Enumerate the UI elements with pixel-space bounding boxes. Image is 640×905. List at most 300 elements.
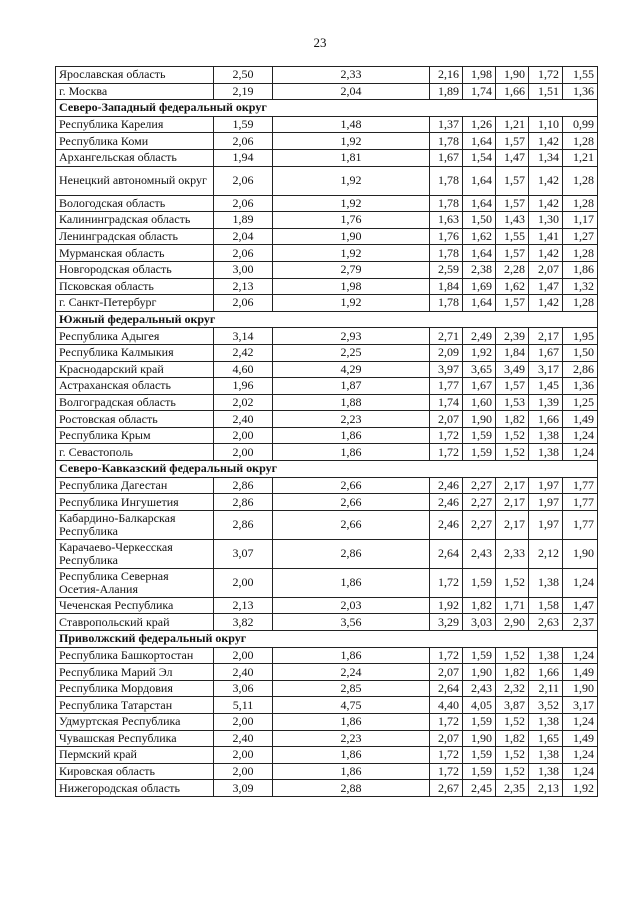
coefficient-cell: 2,93 [273, 328, 430, 345]
coefficient-cell: 1,86 [273, 763, 430, 780]
coefficient-cell: 2,71 [430, 328, 463, 345]
coefficient-cell: 1,78 [430, 166, 463, 195]
coefficient-cell: 2,06 [214, 295, 273, 312]
coefficient-cell: 1,77 [563, 494, 598, 511]
coefficient-cell: 2,38 [463, 261, 496, 278]
coefficient-cell: 1,26 [463, 116, 496, 133]
coefficient-cell: 1,87 [273, 378, 430, 395]
table-row [56, 67, 598, 84]
coefficient-cell: 3,03 [463, 614, 496, 631]
coefficient-cell: 2,06 [214, 133, 273, 150]
coefficient-cell: 1,90 [463, 730, 496, 747]
coefficient-cell: 1,95 [563, 328, 598, 345]
coefficient-cell: 2,90 [496, 614, 529, 631]
coefficient-cell: 2,42 [214, 344, 273, 361]
coefficient-cell: 1,49 [563, 411, 598, 428]
coefficient-cell: 1,62 [463, 228, 496, 245]
coefficient-cell: 1,78 [430, 245, 463, 262]
table-row [56, 597, 598, 614]
region-name: Республика Ингушетия [56, 494, 214, 511]
coefficient-cell: 1,67 [430, 149, 463, 166]
coefficient-cell: 1,39 [529, 394, 563, 411]
table-row [56, 133, 598, 150]
coefficient-cell: 1,84 [430, 278, 463, 295]
table-row [56, 228, 598, 245]
coefficient-cell: 1,36 [563, 378, 598, 395]
table-row [56, 344, 598, 361]
region-name: Калининградская область [56, 212, 214, 229]
coefficient-cell: 1,82 [496, 411, 529, 428]
coefficient-cell: 1,65 [529, 730, 563, 747]
coefficient-cell: 1,54 [463, 149, 496, 166]
coefficient-cell: 1,57 [496, 295, 529, 312]
coefficient-cell: 2,00 [214, 647, 273, 664]
table-row [56, 149, 598, 166]
table-row [56, 614, 598, 631]
coefficient-cell: 2,40 [214, 730, 273, 747]
coefficient-cell: 1,49 [563, 730, 598, 747]
table-row [56, 664, 598, 681]
coefficient-cell: 2,13 [529, 780, 563, 797]
coefficient-cell: 1,78 [430, 195, 463, 212]
coefficient-cell: 1,90 [273, 228, 430, 245]
coefficient-cell: 4,29 [273, 361, 430, 378]
table-row [56, 494, 598, 511]
coefficient-cell: 1,96 [214, 378, 273, 395]
coefficient-cell: 1,77 [563, 510, 598, 539]
region-name: Нижегородская область [56, 780, 214, 797]
coefficient-cell: 1,38 [529, 763, 563, 780]
coefficient-cell: 2,86 [563, 361, 598, 378]
coefficient-cell: 1,55 [563, 67, 598, 84]
coefficient-cell: 1,88 [273, 394, 430, 411]
coefficient-cell: 1,32 [563, 278, 598, 295]
coefficient-cell: 1,41 [529, 228, 563, 245]
coefficient-cell: 1,52 [496, 444, 529, 461]
coefficient-cell: 1,67 [529, 344, 563, 361]
coefficient-cell: 1,53 [496, 394, 529, 411]
coefficient-cell: 1,17 [563, 212, 598, 229]
coefficient-cell: 1,25 [563, 394, 598, 411]
coefficient-cell: 1,57 [496, 133, 529, 150]
table-row [56, 647, 598, 664]
coefficient-cell: 1,90 [496, 67, 529, 84]
coefficient-cell: 2,00 [214, 714, 273, 731]
table-row [56, 763, 598, 780]
region-name: Ленинградская область [56, 228, 214, 245]
coefficient-cell: 2,13 [214, 597, 273, 614]
region-name: Республика Татарстан [56, 697, 214, 714]
coefficient-cell: 1,92 [430, 597, 463, 614]
coefficient-cell: 4,60 [214, 361, 273, 378]
coefficient-cell: 1,42 [529, 295, 563, 312]
coefficient-cell: 1,81 [273, 149, 430, 166]
table-row [56, 697, 598, 714]
coefficient-cell: 1,24 [563, 714, 598, 731]
coefficient-cell: 2,12 [529, 539, 563, 568]
coefficient-cell: 1,37 [430, 116, 463, 133]
coefficient-cell: 1,64 [463, 166, 496, 195]
region-name: Ярославская область [56, 67, 214, 84]
coefficient-cell: 2,66 [273, 494, 430, 511]
coefficient-cell: 1,86 [563, 261, 598, 278]
coefficient-cell: 1,50 [463, 212, 496, 229]
section-header-row [56, 461, 598, 478]
coefficient-cell: 1,67 [463, 378, 496, 395]
coefficient-cell: 1,52 [496, 647, 529, 664]
coefficient-cell: 1,34 [529, 149, 563, 166]
coefficient-cell: 1,84 [496, 344, 529, 361]
coefficient-cell: 2,46 [430, 477, 463, 494]
coefficient-cell: 2,66 [273, 510, 430, 539]
coefficient-cell: 1,27 [563, 228, 598, 245]
coefficient-cell: 1,59 [463, 647, 496, 664]
coefficient-cell: 2,86 [273, 539, 430, 568]
coefficient-cell: 1,30 [529, 212, 563, 229]
coefficient-cell: 3,56 [273, 614, 430, 631]
region-name: Пермский край [56, 747, 214, 764]
coefficient-cell: 2,04 [273, 83, 430, 100]
coefficient-cell: 1,82 [496, 730, 529, 747]
table-row [56, 212, 598, 229]
coefficient-cell: 1,62 [496, 278, 529, 295]
coefficient-cell: 1,59 [463, 444, 496, 461]
coefficient-cell: 1,51 [529, 83, 563, 100]
table-row [56, 378, 598, 395]
coefficient-cell: 1,78 [430, 133, 463, 150]
region-name: Астраханская область [56, 378, 214, 395]
coefficient-cell: 1,66 [529, 664, 563, 681]
coefficient-cell: 2,17 [496, 510, 529, 539]
coefficient-cell: 1,64 [463, 133, 496, 150]
region-name: Карачаево-Черкесская Республика [56, 539, 214, 568]
coefficient-cell: 2,23 [273, 730, 430, 747]
coefficient-cell: 2,39 [496, 328, 529, 345]
coefficient-cell: 1,90 [563, 680, 598, 697]
coefficient-cell: 1,38 [529, 427, 563, 444]
coefficient-cell: 2,32 [496, 680, 529, 697]
coefficient-cell: 2,64 [430, 539, 463, 568]
coefficient-cell: 2,88 [273, 780, 430, 797]
region-name: Ненецкий автономный округ [56, 166, 214, 195]
coefficient-cell: 2,07 [430, 411, 463, 428]
coefficient-cell: 2,00 [214, 568, 273, 597]
page-number: 23 [313, 35, 327, 50]
section-header-row [56, 631, 598, 648]
coefficient-cell: 2,64 [430, 680, 463, 697]
coefficient-cell: 1,69 [463, 278, 496, 295]
section-title: Южный федеральный округ [56, 311, 598, 328]
region-name: г. Санкт-Петербург [56, 295, 214, 312]
coefficient-cell: 1,52 [496, 568, 529, 597]
coefficient-cell: 1,97 [529, 510, 563, 539]
table-row [56, 411, 598, 428]
coefficient-cell: 2,17 [496, 477, 529, 494]
coefficient-cell: 1,59 [463, 427, 496, 444]
coefficient-cell: 1,78 [430, 295, 463, 312]
table-row [56, 747, 598, 764]
coefficient-cell: 1,90 [563, 539, 598, 568]
region-name: Республика Дагестан [56, 477, 214, 494]
table-row [56, 295, 598, 312]
region-name: Республика Карелия [56, 116, 214, 133]
coefficient-cell: 1,97 [529, 494, 563, 511]
coefficient-cell: 1,57 [496, 245, 529, 262]
coefficient-cell: 1,98 [273, 278, 430, 295]
coefficient-cell: 2,40 [214, 411, 273, 428]
coefficient-cell: 1,47 [563, 597, 598, 614]
coefficient-cell: 2,07 [529, 261, 563, 278]
region-name: Кабардино-Балкарская Республика [56, 510, 214, 539]
coefficient-cell: 1,52 [496, 714, 529, 731]
coefficient-cell: 1,72 [529, 67, 563, 84]
coefficient-cell: 1,76 [430, 228, 463, 245]
coefficient-cell: 1,36 [563, 83, 598, 100]
region-name: Республика Коми [56, 133, 214, 150]
coefficient-cell: 1,55 [496, 228, 529, 245]
coefficient-cell: 1,45 [529, 378, 563, 395]
coefficient-cell: 1,92 [463, 344, 496, 361]
coefficient-cell: 2,04 [214, 228, 273, 245]
region-name: г. Москва [56, 83, 214, 100]
coefficient-cell: 1,28 [563, 166, 598, 195]
coefficient-cell: 2,66 [273, 477, 430, 494]
coefficient-cell: 1,64 [463, 295, 496, 312]
coefficient-cell: 1,92 [273, 133, 430, 150]
coefficient-cell: 2,07 [430, 664, 463, 681]
coefficient-cell: 1,38 [529, 444, 563, 461]
coefficient-cell: 2,23 [273, 411, 430, 428]
coefficient-cell: 1,72 [430, 714, 463, 731]
coefficient-cell: 1,92 [563, 780, 598, 797]
coefficient-cell: 1,58 [529, 597, 563, 614]
table-row [56, 328, 598, 345]
coefficient-cell: 1,72 [430, 763, 463, 780]
coefficient-cell: 1,28 [563, 295, 598, 312]
coefficient-cell: 2,50 [214, 67, 273, 84]
coefficient-cell: 3,97 [430, 361, 463, 378]
coefficient-cell: 4,40 [430, 697, 463, 714]
coefficient-cell: 2,11 [529, 680, 563, 697]
coefficient-cell: 1,89 [214, 212, 273, 229]
coefficient-cell: 3,49 [496, 361, 529, 378]
coefficient-cell: 1,57 [496, 195, 529, 212]
coefficient-cell: 3,17 [563, 697, 598, 714]
coefficient-cell: 2,86 [214, 494, 273, 511]
coefficient-cell: 1,10 [529, 116, 563, 133]
region-name: г. Севастополь [56, 444, 214, 461]
coefficient-cell: 2,16 [430, 67, 463, 84]
coefficient-cell: 2,27 [463, 494, 496, 511]
coefficient-cell: 1,72 [430, 568, 463, 597]
coefficient-cell: 4,75 [273, 697, 430, 714]
region-name: Новгородская область [56, 261, 214, 278]
coefficient-cell: 1,92 [273, 195, 430, 212]
coefficient-cell: 2,27 [463, 510, 496, 539]
coefficient-cell: 1,59 [214, 116, 273, 133]
coefficient-cell: 4,05 [463, 697, 496, 714]
coefficient-cell: 1,74 [430, 394, 463, 411]
coefficient-cell: 3,07 [214, 539, 273, 568]
coefficient-cell: 5,11 [214, 697, 273, 714]
section-title: Северо-Кавказский федеральный округ [56, 461, 598, 478]
region-name: Ростовская область [56, 411, 214, 428]
section-title: Северо-Западный федеральный округ [56, 100, 598, 117]
coefficient-cell: 1,90 [463, 664, 496, 681]
coefficient-cell: 2,09 [430, 344, 463, 361]
table-row [56, 730, 598, 747]
coefficient-cell: 2,40 [214, 664, 273, 681]
coefficient-cell: 1,28 [563, 195, 598, 212]
coefficient-cell: 2,00 [214, 427, 273, 444]
coefficient-cell: 3,06 [214, 680, 273, 697]
region-name: Архангельская область [56, 149, 214, 166]
coefficient-cell: 1,86 [273, 747, 430, 764]
coefficient-cell: 1,86 [273, 647, 430, 664]
coefficient-cell: 0,99 [563, 116, 598, 133]
coefficient-cell: 1,98 [463, 67, 496, 84]
coefficient-cell: 2,49 [463, 328, 496, 345]
coefficient-cell: 1,47 [496, 149, 529, 166]
region-name: Республика Калмыкия [56, 344, 214, 361]
coefficient-cell: 1,21 [563, 149, 598, 166]
coefficient-cell: 2,13 [214, 278, 273, 295]
coefficient-cell: 1,42 [529, 195, 563, 212]
coefficient-cell: 1,77 [430, 378, 463, 395]
coefficient-cell: 2,63 [529, 614, 563, 631]
coefficient-cell: 2,06 [214, 245, 273, 262]
coefficient-cell: 2,59 [430, 261, 463, 278]
table-row [56, 780, 598, 797]
region-name: Кировская область [56, 763, 214, 780]
coefficient-cell: 1,72 [430, 647, 463, 664]
table-row [56, 166, 598, 195]
coefficient-cell: 1,50 [563, 344, 598, 361]
coefficient-cell: 3,00 [214, 261, 273, 278]
coefficient-cell: 3,17 [529, 361, 563, 378]
table-row [56, 195, 598, 212]
coefficient-cell: 2,43 [463, 680, 496, 697]
region-name: Республика Марий Эл [56, 664, 214, 681]
table-row [56, 278, 598, 295]
region-name: Волгоградская область [56, 394, 214, 411]
coefficient-cell: 1,82 [496, 664, 529, 681]
region-name: Удмуртская Республика [56, 714, 214, 731]
coefficient-cell: 1,21 [496, 116, 529, 133]
coefficient-cell: 2,07 [430, 730, 463, 747]
coefficient-cell: 2,86 [214, 477, 273, 494]
table-row [56, 83, 598, 100]
region-name: Республика Адыгея [56, 328, 214, 345]
coefficient-cell: 1,28 [563, 133, 598, 150]
coefficient-cell: 2,33 [496, 539, 529, 568]
table-row [56, 394, 598, 411]
region-name: Чувашская Республика [56, 730, 214, 747]
coefficient-cell: 2,25 [273, 344, 430, 361]
coefficient-cell: 1,38 [529, 747, 563, 764]
coefficient-cell: 3,87 [496, 697, 529, 714]
coefficient-table [55, 66, 598, 797]
coefficient-cell: 1,72 [430, 427, 463, 444]
coefficient-cell: 1,38 [529, 647, 563, 664]
coefficient-cell: 1,24 [563, 444, 598, 461]
coefficient-cell: 1,74 [463, 83, 496, 100]
coefficient-cell: 1,63 [430, 212, 463, 229]
coefficient-cell: 1,97 [529, 477, 563, 494]
coefficient-cell: 2,27 [463, 477, 496, 494]
coefficient-cell: 1,64 [463, 245, 496, 262]
coefficient-cell: 1,94 [214, 149, 273, 166]
region-name: Краснодарский край [56, 361, 214, 378]
coefficient-cell: 1,43 [496, 212, 529, 229]
coefficient-cell: 1,24 [563, 747, 598, 764]
coefficient-cell: 1,59 [463, 568, 496, 597]
region-name: Псковская область [56, 278, 214, 295]
coefficient-cell: 1,76 [273, 212, 430, 229]
coefficient-cell: 1,42 [529, 245, 563, 262]
coefficient-cell: 1,92 [273, 166, 430, 195]
coefficient-cell: 1,86 [273, 714, 430, 731]
coefficient-cell: 1,57 [496, 166, 529, 195]
coefficient-cell: 2,67 [430, 780, 463, 797]
coefficient-cell: 2,02 [214, 394, 273, 411]
coefficient-cell: 2,85 [273, 680, 430, 697]
coefficient-cell: 3,29 [430, 614, 463, 631]
coefficient-cell: 2,17 [529, 328, 563, 345]
table-row [56, 714, 598, 731]
coefficient-cell: 2,35 [496, 780, 529, 797]
coefficient-cell: 1,24 [563, 427, 598, 444]
coefficient-cell: 2,43 [463, 539, 496, 568]
coefficient-cell: 1,64 [463, 195, 496, 212]
table-row [56, 477, 598, 494]
coefficient-cell: 2,17 [496, 494, 529, 511]
table-row [56, 361, 598, 378]
table-row [56, 444, 598, 461]
coefficient-cell: 1,60 [463, 394, 496, 411]
coefficient-cell: 1,28 [563, 245, 598, 262]
region-name: Мурманская область [56, 245, 214, 262]
coefficient-cell: 1,38 [529, 714, 563, 731]
coefficient-cell: 1,24 [563, 647, 598, 664]
section-header-row [56, 100, 598, 117]
coefficient-cell: 2,24 [273, 664, 430, 681]
table-row [56, 539, 598, 568]
region-name: Вологодская область [56, 195, 214, 212]
coefficient-cell: 2,06 [214, 166, 273, 195]
coefficient-cell: 3,65 [463, 361, 496, 378]
coefficient-cell: 1,59 [463, 714, 496, 731]
coefficient-cell: 1,52 [496, 747, 529, 764]
coefficient-cell: 2,46 [430, 510, 463, 539]
region-name: Республика Северная Осетия-Алания [56, 568, 214, 597]
coefficient-cell: 3,52 [529, 697, 563, 714]
coefficient-cell: 1,86 [273, 444, 430, 461]
coefficient-cell: 2,46 [430, 494, 463, 511]
coefficient-cell: 1,52 [496, 427, 529, 444]
coefficient-cell: 2,37 [563, 614, 598, 631]
coefficient-cell: 2,45 [463, 780, 496, 797]
coefficient-cell: 1,86 [273, 427, 430, 444]
coefficient-cell: 1,57 [496, 378, 529, 395]
section-header-row [56, 311, 598, 328]
coefficient-cell: 1,42 [529, 166, 563, 195]
table-row [56, 245, 598, 262]
coefficient-cell: 1,66 [496, 83, 529, 100]
coefficient-cell: 1,24 [563, 763, 598, 780]
coefficient-cell: 2,06 [214, 195, 273, 212]
region-name: Чеченская Республика [56, 597, 214, 614]
